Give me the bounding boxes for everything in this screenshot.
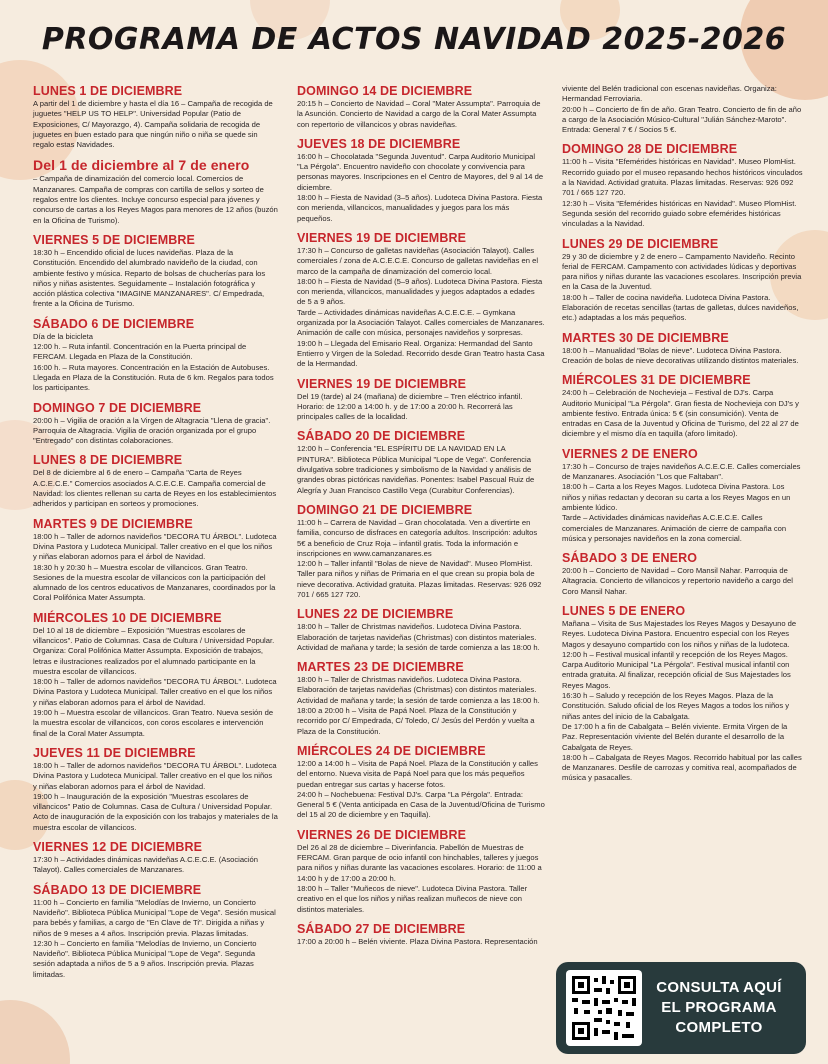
event-description: 18:00 h – Taller de Christmas navideños. Ludoteca Divina Pastora. Elaboración de tarjetas navideñas (Christmas) con distintos materiales. Actividad de mañana y tarde; la sesión de tarde comienza a las 18:00 h. <box>297 622 540 652</box>
event-description: 18:00 h – Taller de cocina navideña. Ludoteca Divina Pastora. Elaboración de recetas sencillas (tartas de galletas, dulces navideños, etc.) adaptadas a los más pequeños. <box>562 292 799 323</box>
event-description: 18:30 h y 20:30 h – Muestra escolar de villancicos. Gran Teatro. Sesiones de la muestra escolar de villancicos con la participación del alumnado de los centros educativos de Manzanares, coordinados por la Coral Polifónica Mater Assumpta. <box>33 562 276 603</box>
event-date-heading: LUNES 5 DE ENERO <box>562 603 686 618</box>
event-date-heading: MARTES 9 DE DICIEMBRE <box>33 516 193 531</box>
event-block <box>33 517 278 604</box>
event-description: Tarde – Actividades dinámicas navideñas A.C.E.C.E. – Gymkana organizada por la Asociación Talayot. Calles comerciales de Manzanares. Animación de calle con música, personajes navideños y sorpresas. <box>297 307 545 338</box>
qr-banner-text[interactable] <box>642 978 796 1038</box>
column-3 <box>562 84 804 791</box>
event-block <box>33 157 278 225</box>
event-description: 18:00 h – Carta a los Reyes Magos. Ludoteca Divina Pastora. Los niños y niñas redactan y decoran su carta a los Reyes Magos en un ambiente lúdico. <box>562 482 791 512</box>
event-description: A partir del 1 de diciembre y hasta el día 16 – Campaña de recogida de juguetes "HELP US TO HELP". Universidad Popular (Patio de Exposiciones, C/ Mayorazgo, 4). Campaña solidaria de recogida de juguetes en buen estado para que ningún niño o niña se quede sin regalo estas Navidades. <box>33 99 273 150</box>
event-block <box>33 611 278 739</box>
event-block <box>562 84 804 135</box>
event-date-heading: JUEVES 18 DE DICIEMBRE <box>297 136 461 151</box>
event-description: 18:00 h – Fiesta de Navidad (3–5 años). Ludoteca Divina Pastora. Fiesta con merienda, villancicos, manualidades y juegos para los más pequeños. <box>297 193 543 223</box>
event-description: 18:00 h – Taller de adornos navideños "DECORA TU ÁRBOL". Ludoteca Divina Pastora y Ludoteca Municipal. Taller creativo en el que los niños y niñas elaboran adornos para el árbol de Navidad. <box>33 531 277 562</box>
event-date-heading: MARTES 30 DE DICIEMBRE <box>562 330 729 345</box>
event-block <box>33 233 278 310</box>
event-block <box>33 317 278 394</box>
event-date-heading: MIÉRCOLES 10 DE DICIEMBRE <box>33 610 222 625</box>
event-block <box>297 377 545 423</box>
event-description: 18:00 h – Taller de adornos navideños "DECORA TU ÁRBOL". Ludoteca Divina Pastora y Ludoteca Municipal. Taller creativo en el que los niños y niñas elaboran adornos para el árbol de Navidad. <box>33 677 277 707</box>
event-date-heading: VIERNES 19 DE DICIEMBRE <box>297 376 467 391</box>
qr-code-icon[interactable] <box>566 970 642 1046</box>
event-block <box>297 828 545 915</box>
event-block <box>33 883 278 980</box>
qr-banner-line-1: CONSULTA AQUÍ <box>656 979 782 996</box>
event-description: 16:00 h – Chocolatada "Segunda Juventud". Carpa Auditorio Municipal "La Pérgola". Encuentro navideño con chocolate y convivencia para personas mayores. Inscripciones en el Centro de Mayores, del 9 al 14 de diciembre. <box>297 151 544 192</box>
qr-banner-line-2: EL PROGRAMA <box>661 999 777 1016</box>
event-date-heading: DOMINGO 28 DE DICIEMBRE <box>562 142 738 157</box>
event-date-heading: SÁBADO 20 DE DICIEMBRE <box>297 429 466 444</box>
event-description: 19:00 h – Muestra escolar de villancicos. Gran Teatro. Nueva sesión de la muestra escolar de villancicos, con coros escolares e intervención final de la Coral Mater Assumpta. <box>33 708 274 738</box>
event-date-heading: LUNES 1 DE DICIEMBRE <box>33 84 183 98</box>
event-description: 11:00 h – Concierto en familia "Melodías de Invierno, un Concierto Navideño". Biblioteca Pública Municipal "Lope de Vega". Sesión musical para bebés y familias, a cargo de "En Clave de Ti". Dirigida a niñas y niños de 9 meses a 4 años. Inscripción previa. Plazas limitadas. <box>33 897 276 938</box>
qr-program-banner[interactable] <box>556 962 806 1054</box>
event-description: 17:00 a 20:00 h – Belén viviente. Plaza Divina Pastora. Representación <box>297 936 538 946</box>
event-description: 20:00 h – Concierto de Navidad – Coro Mansil Nahar. Parroquia de Altagracia. Concierto de villancicos y repertorio navideño a cargo del Coro Mansil Nahar. <box>562 566 793 596</box>
event-description: Mañana – Visita de Sus Majestades los Reyes Magos y Desayuno de Reyes. Ludoteca Divina Pastora. Encuentro especial con los Reyes Magos y desayuno compartido con los niños y niñas de la ludoteca. <box>562 618 797 649</box>
event-block <box>297 137 545 224</box>
event-description: 18:00 h – Cabalgata de Reyes Magos. Recorrido habitual por las calles de Manzanares. Desfile de carrozas y comitiva real, acompañados de música y pasacalles. <box>562 752 802 783</box>
qr-banner-line-3: COMPLETO <box>675 1019 763 1036</box>
event-description: 16:00 h. – Ruta mayores. Concentración en la Estación de Autobuses. Llegada en Plaza de la Constitución. Ruta de 6 km. Regalos para todos los participantes. <box>33 362 274 393</box>
event-date-heading: LUNES 22 DE DICIEMBRE <box>297 607 454 622</box>
event-block <box>297 503 545 600</box>
event-description: 19:00 h – Inauguración de la exposición "Muestras escolares de villancicos" Patio de Columnas. Casa de Cultura / Universidad Popular. Acto de inauguración de la exposición con los trabajos y materiales de la muestra escolar de villancicos. <box>33 791 278 832</box>
event-date-heading: SÁBADO 27 DE DICIEMBRE <box>297 921 466 936</box>
event-description: 12:00 h – Conferencia "EL ESPÍRITU DE LA NAVIDAD EN LA PINTURA". Biblioteca Pública Municipal "Lope de Vega". Conferencia divulgativa sobre tradiciones y simbolismo de la Navidad y análisis de grandes obras pictóricas navideñas. Ponentes: Isabel Pascual Ruiz de Alegría y Juan Francisco Castillo Vega (Curabitur Conferencias). <box>297 444 535 495</box>
event-date-heading: VIERNES 2 DE ENERO <box>562 446 698 461</box>
event-description: 18:00 h – Taller de Christmas navideños. Ludoteca Divina Pastora. Elaboración de tarjetas navideñas (Christmas) con distintos materiales. Actividad de mañana y tarde; la sesión de tarde comienza a las 18:00 h. <box>297 675 540 705</box>
event-description: 11:00 h – Carrera de Navidad – Gran chocolatada. Ven a divertirte en familia, concurso de disfraces en categoría adultos. Inscripción: adultos 5€ a beneficio de Cruz Roja – infantil gratis. Toda la información e inscripciones en www.camanzanares.es <box>297 517 538 558</box>
event-description: 24:00 h – Nochebuena: Festival DJ's. Carpa "La Pérgola". Entrada: General 5 € (Venta anticipada en Casa de la Juventud/Oficina de Turismo del 15 al 20 de diciembre y en Taquilla). <box>297 789 545 820</box>
event-description: Del 8 de diciembre al 6 de enero – Campaña "Carta de Reyes A.C.E.C.E." Comercios asociados A.C.E.C.E. Campaña comercial de Navidad: los clientes rellenan su carta de Reyes en los establecimientos adheridos y participan en sorteos y promociones. <box>33 468 277 509</box>
event-block <box>33 84 278 150</box>
event-description: 17:30 h – Concurso de galletas navideñas (Asociación Talayot). Calles comerciales / zona de A.C.E.C.E. Concurso de galletas navideñas en el marco de la campaña de dinamización del comercio local. <box>297 245 539 276</box>
event-description: Del 10 al 18 de diciembre – Exposición "Muestras escolares de villancicos". Patio de Columnas. Casa de Cultura / Universidad Popular. Organiza: Coral Polifónica Matter Assumpta. Exposición de trabajos, letras e ilustraciones realizados por el alumnado participante en la muestra escolar de villancicos. <box>33 625 275 676</box>
event-description: 19:00 h – Llegada del Emisario Real. Organiza: Hermandad del Santo Entierro y Virgen de la Soledad. Recorrido desde Gran Teatro hasta Casa de la Hermandad. <box>297 338 545 369</box>
event-date-heading: LUNES 29 DE DICIEMBRE <box>562 236 719 251</box>
event-description: 12:00 h – Festival musical infantil y recepción de los Reyes Magos. Carpa Auditorio Municipal "La Pérgola". Festival musical infantil con entrada gratuita. Al finalizar, recepción oficial de Sus Majestades los Reyes Magos. <box>562 649 791 690</box>
event-description: 18:30 h – Encendido oficial de luces navideñas. Plaza de la Constitución. Encendido del alumbrado navideño de la ciudad, con ambiente festivo y música. Reparto de bolsas de chucherías para los niños y niñas asistentes. Seguidamente – Instalación fotográfica y acción plástica colectiva "IMAGINE MANZANARES". C/ Empedrada, frente a la Oficina de Turismo. <box>33 247 266 309</box>
event-description: 18:00 h – Taller "Muñecos de nieve". Ludoteca Divina Pastora. Taller creativo en el que los niños y niñas realizan muñecos de nieve con distintos materiales. <box>297 883 528 914</box>
event-description: 17:30 h – Actividades dinámicas navideñas A.C.E.C.E. (Asociación Talayot). Calles comerciales de Manzanares. <box>33 855 258 875</box>
event-date-heading: DOMINGO 21 DE DICIEMBRE <box>297 502 473 517</box>
event-description: 17:30 h – Concurso de trajes navideños A.C.E.C.E. Calles comerciales de Manzanares. Asociación "Los que Faltaban". <box>562 461 801 482</box>
event-description: 20:00 h – Concierto de fin de año. Gran Teatro. Concierto de fin de año a cargo de la Asociación Músico-Cultural "Julián Sánchez-Maroto". Entrada: General 7 € / Socios 5 €. <box>562 104 802 135</box>
event-date-heading: VIERNES 26 DE DICIEMBRE <box>297 827 467 842</box>
event-description: viviente del Belén tradicional con escenas navideñas. Organiza: Hermandad Ferroviaria. <box>562 84 777 104</box>
event-description: – Campaña de dinamización del comercio local. Comercios de Manzanares. Campaña de compras con cartilla de sellos y sorteo de regalos entre los clientes. Incluye concurso especial para jóvenes y concurso de cartas a los Reyes Magos para menores de 12 años (buzón en la Oficina de Turismo). <box>33 174 278 225</box>
event-block <box>297 922 545 947</box>
event-description: 12:30 h – Visita "Efemérides históricas en Navidad". Museo PlomHist. Segunda sesión del recorrido guiado sobre efemérides históricas vinculadas a la Navidad. <box>562 198 797 229</box>
event-description: 24:00 h – Celebración de Nochevieja – Festival de DJ's. Carpa Auditorio Municipal "La Pérgola". Gran fiesta de Nochevieja con DJ's y ambiente festivo. Entrada única: 5 € (sin consumición). Venta de entradas en Casa de la Juventud y Oficina de Turismo, del 22 al 27 de diciembre y el mismo día en taquilla (aforo limitado). <box>562 388 799 439</box>
event-date-heading: MARTES 23 DE DICIEMBRE <box>297 660 464 675</box>
event-date-heading: MIÉRCOLES 24 DE DICIEMBRE <box>297 743 486 758</box>
event-block <box>33 746 278 833</box>
event-description: 29 y 30 de diciembre y 2 de enero – Campamento Navideño. Recinto ferial de FERCAM. Campamento con actividades lúdicas y deportivas para niños y niñas durante las vacaciones escolares. Inscripción previa en la Casa de la Juventud. <box>562 251 802 292</box>
event-description: 12:00 h – Taller infantil "Bolas de nieve de Navidad". Museo PlomHist. Taller para niños y niñas de Primaria en el que crean su propia bola de nieve decorativa. Actividad gratuita. Plazas limitadas. Reservas: 926 092 701 / 665 127 720. <box>297 559 542 599</box>
event-description: 12:00 a 14:00 h – Visita de Papá Noel. Plaza de la Constitución y calles del entorno. Nueva visita de Papá Noel para que los más pequeños puedan entregar sus cartas y hacerse fotos. <box>297 758 538 789</box>
event-block <box>297 744 545 821</box>
event-block <box>562 142 804 229</box>
event-date-heading: VIERNES 19 DE DICIEMBRE <box>297 230 467 245</box>
event-block <box>33 840 278 876</box>
event-block <box>562 373 804 439</box>
event-block <box>33 453 278 509</box>
event-block <box>297 607 545 653</box>
event-date-heading: SÁBADO 3 DE ENERO <box>562 551 698 566</box>
event-date-heading: MIÉRCOLES 31 DE DICIEMBRE <box>562 373 751 388</box>
event-description: 20:15 h – Concierto de Navidad – Coral "Mater Assumpta". Parroquia de la Asunción. Concierto de Navidad a cargo de la Coral Mater Assumpta con repertorio de villancicos y obras navideñas. <box>297 99 541 129</box>
event-description: Del 19 (tarde) al 24 (mañana) de diciembre – Tren eléctrico infantil. Horario: de 12:00 a 14:00 h. y de 17:00 a 20:00 h. Recorrerá las principales calles de la localidad. <box>297 391 523 422</box>
event-block <box>297 660 545 737</box>
event-description: 18:00 h – Manualidad "Bolas de nieve". Ludoteca Divina Pastora. Creación de bolas de nieve decorativas utilizando distintos materiales. <box>562 345 799 365</box>
event-date-heading: Del 1 de diciembre al 7 de enero <box>33 157 250 174</box>
event-block <box>562 331 804 367</box>
event-description: 16:30 h – Saludo y recepción de los Reyes Magos. Plaza de la Constitución. Saludo oficial de los Reyes Magos a todos los niños y niñas antes del inicio de la Cabalgata. <box>562 691 790 721</box>
event-description: 11:00 h – Visita "Efemérides históricas en Navidad". Museo PlomHist. Recorrido guiado por el museo repasando hechos históricos vinculados a la Navidad. Actividad gratuita. Plazas limitadas. Reservas: 926 092 701 / 665 127 720. <box>562 157 803 198</box>
event-date-heading: VIERNES 5 DE DICIEMBRE <box>33 232 195 247</box>
event-date-heading: SÁBADO 6 DE DICIEMBRE <box>33 316 195 331</box>
event-description: 20:00 h – Vigilia de oración a la Virgen de Altagracia "Llena de gracia". Parroquia de Altagracia. Vigilia de oración organizada por el grupo "Entregado" con distintas colaboraciones. <box>33 415 271 446</box>
event-block <box>33 401 278 447</box>
event-block <box>297 429 545 495</box>
event-description: Tarde – Actividades dinámicas navideñas A.C.E.C.E. Calles comerciales de Manzanares. Animación de cierre de campaña con música y personajes navideños en la zona comercial. <box>562 513 787 543</box>
event-date-heading: LUNES 8 DE DICIEMBRE <box>33 453 183 468</box>
event-description: Día de la bicicleta <box>33 331 93 341</box>
event-description: 12:30 h – Concierto en familia "Melodías de Invierno, un Concierto Navideño". Biblioteca Pública Municipal "Lope de Vega". Segunda sesión adaptada a niños de 5 a 9 años. Inscripción previa. Plazas limitadas. <box>33 938 257 979</box>
event-date-heading: VIERNES 12 DE DICIEMBRE <box>33 840 203 855</box>
event-date-heading: JUEVES 11 DE DICIEMBRE <box>33 745 196 760</box>
page-title: PROGRAMA DE ACTOS NAVIDAD 2025-2026 <box>41 22 787 57</box>
event-block <box>562 237 804 324</box>
event-description: 18:00 a 20:00 h – Visita de Papá Noel. Plaza de la Constitución y recorrido por C/ Empedrada, C/ Toledo, C/ Jesús del Perdón y vuelta a Plaza de la Constitución. <box>297 706 535 736</box>
event-date-heading: DOMINGO 7 DE DICIEMBRE <box>33 400 202 415</box>
event-block <box>562 551 804 597</box>
column-1 <box>33 84 278 987</box>
event-block <box>562 447 804 544</box>
event-block <box>297 231 545 370</box>
event-description: 18:00 h – Taller de adornos navideños "DECORA TU ÁRBOL". Ludoteca Divina Pastora y Ludoteca Municipal. Taller creativo en el que los niños y niñas elaboran adornos para el árbol de Navidad. <box>33 760 277 791</box>
column-2 <box>297 84 545 954</box>
event-date-heading: SÁBADO 13 DE DICIEMBRE <box>33 882 202 897</box>
event-description: De 17:00 h a fin de Cabalgata – Belén viviente. Ermita Virgen de la Paz. Representación viviente del Belén durante el desarrollo de la Cabalgata de Reyes. <box>562 721 788 752</box>
event-block <box>562 604 804 784</box>
event-date-heading: DOMINGO 14 DE DICIEMBRE <box>297 84 473 98</box>
event-description: 12:00 h. – Ruta infantil. Concentración en la Puerta principal de FERCAM. Llegada en Plaza de la Constitución. <box>33 342 247 362</box>
event-block <box>297 84 545 130</box>
event-description: 18:00 h – Fiesta de Navidad (5–9 años). Ludoteca Divina Pastora. Fiesta con merienda, villancicos, manualidades y juegos adaptados a edades de 5 a 9 años. <box>297 276 543 307</box>
event-description: Del 26 al 28 de diciembre – Diverinfancia. Pabellón de Muestras de FERCAM. Gran parque de ocio infantil con hinchables, talleres y juegos para niños y niñas durante las vacaciones escolares. Horario: de 11:00 a 14:00 h y de 17:00 a 20:00 h. <box>297 842 542 883</box>
